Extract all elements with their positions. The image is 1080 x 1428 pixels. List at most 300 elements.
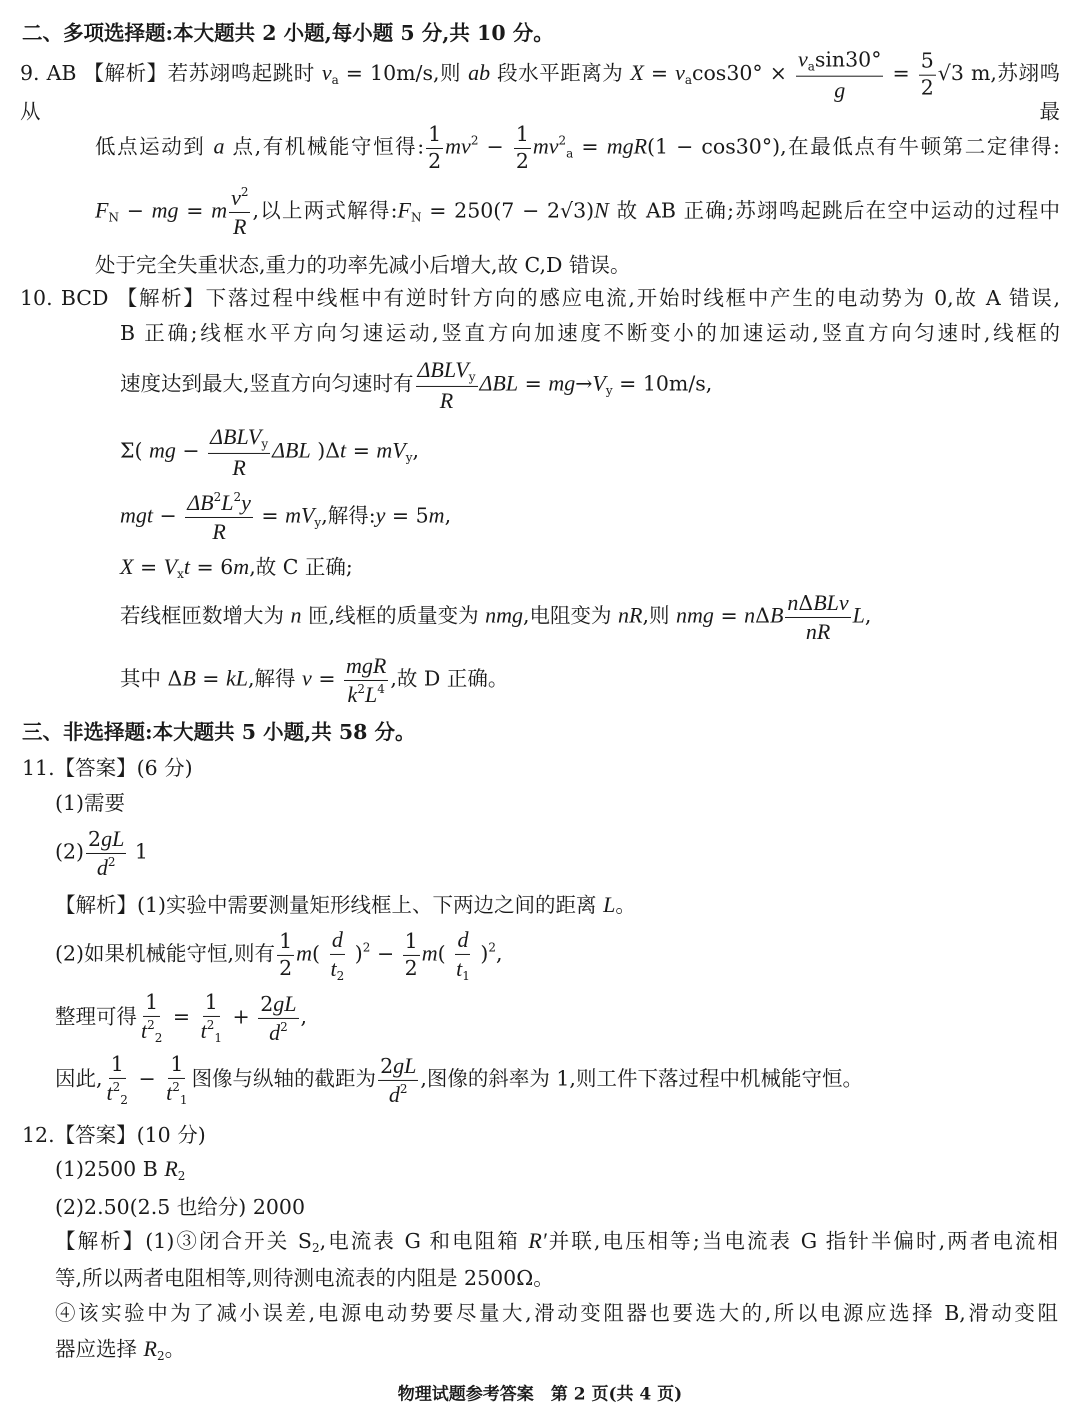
denominator	[346, 681, 387, 707]
denominator	[210, 518, 227, 544]
denominator	[164, 1078, 189, 1106]
text-run: 等,所以两者电阻相等,则待测电流表的内阻是 2500Ω。	[55, 1265, 554, 1290]
math-symbol: mv	[532, 133, 559, 159]
text-run: = 10m/s,	[612, 371, 713, 396]
math-symbol: R	[439, 387, 454, 413]
subscript: y	[314, 515, 322, 530]
text-line	[55, 894, 636, 916]
numerator	[919, 48, 936, 76]
text-run: 2	[428, 148, 442, 173]
text-run: )	[473, 941, 489, 966]
text-run: ,解得:	[321, 503, 376, 528]
math-symbol: L	[603, 892, 616, 917]
math-symbol: L	[364, 681, 378, 707]
fraction	[164, 1051, 189, 1107]
math-symbol: R	[164, 1156, 178, 1181]
fraction	[258, 992, 298, 1044]
text-run: 2	[920, 75, 934, 100]
subscript: 2	[120, 1092, 128, 1107]
supscript: 2	[172, 1079, 180, 1094]
math-symbol: m	[428, 502, 445, 528]
math-symbol: N	[594, 197, 609, 223]
text-run: 1	[110, 1051, 124, 1076]
text-line	[120, 425, 419, 479]
text-run: 【解析】(1)③闭合开关 S	[55, 1229, 312, 1253]
math-symbol: t	[340, 437, 347, 463]
text-run: 故 AB 正确;苏翊鸣起跳后在空中运动的过程中	[608, 198, 1060, 223]
denominator	[231, 213, 248, 239]
text-run: 2	[260, 991, 274, 1016]
math-symbol: B	[182, 665, 196, 691]
math-symbol: R′	[528, 1228, 547, 1253]
math-symbol: m	[296, 940, 312, 966]
numerator	[109, 1051, 126, 1079]
math-symbol: BLv	[813, 589, 849, 615]
text-line	[120, 654, 508, 706]
text-line	[20, 48, 1060, 123]
math-symbol: v	[231, 184, 241, 210]
math-symbol: mV	[285, 502, 315, 528]
math-symbol: nR	[805, 618, 831, 644]
text-run: =	[178, 198, 212, 223]
text-run: 1	[404, 928, 418, 953]
math-symbol: ΔBLV	[417, 356, 469, 382]
math-symbol: gL	[101, 825, 125, 851]
text-run: 11.【答案】(6 分)	[22, 755, 193, 780]
text-line	[120, 591, 871, 643]
text-run: B 正确;线框水平方向匀速运动,竖直方向加速度不断变小的加速运动,竖直方向匀速时,线框的	[120, 320, 1060, 345]
fraction	[86, 827, 126, 879]
supscript: 2	[488, 940, 497, 955]
math-symbol: d	[269, 1019, 281, 1045]
math-symbol: n	[744, 602, 756, 628]
math-symbol: R	[143, 1336, 157, 1361]
text-run: (1 − cos30°),在最低点有牛顿第二定律得:	[647, 134, 1060, 159]
denominator	[514, 149, 531, 173]
numerator	[344, 654, 388, 681]
text-run: =	[643, 61, 676, 86]
fraction	[185, 491, 253, 543]
section-heading	[22, 20, 554, 45]
text-run: 二、多项选择题:本大题共 2 小题,每小题 5 分,共 10 分。	[22, 20, 554, 45]
math-symbol: y	[375, 502, 386, 528]
text-run: ,	[412, 438, 420, 463]
fraction	[229, 186, 250, 238]
math-symbol: ΔB	[187, 489, 214, 515]
math-symbol: R	[232, 454, 246, 480]
math-symbol: X	[630, 60, 644, 86]
text-run: ,以上两式解得:	[252, 198, 398, 223]
supscript: 2	[357, 681, 365, 696]
text-line	[120, 556, 353, 580]
text-run: ,解得	[248, 666, 303, 691]
text-run: −	[131, 1066, 163, 1091]
text-run: 5	[920, 48, 934, 73]
numerator	[455, 928, 470, 955]
text-run: =	[346, 438, 377, 463]
text-run: =	[133, 555, 164, 579]
denominator	[403, 955, 420, 979]
text-run: ,	[444, 503, 452, 528]
text-run: −	[370, 941, 401, 966]
denominator	[804, 618, 832, 644]
text-run: 2	[404, 955, 418, 980]
math-symbol: v	[675, 60, 685, 86]
text-run: =	[195, 666, 226, 691]
text-run: 速度达到最大,竖直方向匀速时有	[120, 371, 414, 396]
fraction	[785, 591, 850, 643]
subscript: 2	[177, 1169, 186, 1183]
text-run: ,电阻变为	[522, 603, 619, 628]
math-symbol: d	[457, 926, 469, 952]
text-run: (2)如果机械能守恒,则有	[55, 941, 276, 966]
subscript: 1	[179, 1092, 188, 1107]
supscript: 2	[399, 1081, 408, 1096]
numerator	[514, 121, 531, 149]
numerator	[277, 928, 294, 956]
text-run: →	[575, 371, 593, 396]
denominator	[199, 1016, 224, 1044]
text-run: =	[166, 1004, 197, 1029]
text-run: 若线框匝数增大为	[120, 603, 291, 628]
supscript: 2	[233, 489, 242, 504]
text-line	[55, 827, 148, 879]
math-symbol: R	[212, 518, 226, 544]
math-symbol: mgt	[120, 502, 153, 528]
text-run: 1	[279, 928, 293, 953]
math-symbol: ΔBL	[479, 370, 519, 396]
text-run: 器应选择	[55, 1337, 144, 1361]
math-symbol: B	[769, 602, 784, 628]
math-symbol: V	[163, 554, 178, 579]
math-symbol: gL	[393, 1052, 417, 1078]
subscript: a	[807, 59, 815, 74]
math-symbol: F	[95, 197, 109, 223]
text-line	[22, 755, 193, 780]
math-symbol: F	[397, 197, 411, 223]
text-run: 9. AB 【解析】若苏翊鸣起跳时	[20, 61, 322, 86]
math-symbol: mgR	[346, 652, 387, 678]
fraction	[919, 48, 936, 100]
math-symbol: R	[233, 213, 247, 239]
subscript: y	[405, 450, 413, 465]
numerator	[785, 591, 850, 618]
numerator	[416, 358, 478, 387]
math-symbol: nR	[618, 602, 643, 628]
fraction	[105, 1051, 130, 1107]
text-line	[55, 790, 126, 815]
text-line	[55, 989, 308, 1045]
math-symbol: V	[592, 370, 606, 396]
math-symbol: nmg	[485, 602, 523, 628]
math-symbol: m	[211, 197, 228, 223]
math-symbol: g	[834, 77, 846, 103]
text-run: ,故 D 正确。	[390, 666, 509, 691]
math-symbol: ΔBL	[272, 437, 311, 463]
fraction	[139, 989, 164, 1045]
denominator	[105, 1078, 130, 1106]
text-run: 三、非选择题:本大题共 5 小题,共 58 分。	[22, 719, 416, 744]
math-symbol: m	[421, 940, 438, 966]
denominator	[919, 75, 936, 99]
subscript: a	[566, 146, 574, 161]
math-symbol: m	[233, 554, 250, 579]
supscript: 2	[107, 854, 116, 869]
math-symbol: n	[290, 602, 302, 628]
text-run: −	[478, 134, 512, 159]
text-line	[55, 1338, 185, 1362]
text-run: 处于完全失重状态,重力的功率先减小后增大,故 C,D 错误。	[95, 252, 631, 277]
numerator	[403, 928, 420, 956]
text-line	[55, 1265, 554, 1290]
math-symbol: nmg	[676, 602, 714, 628]
text-run: 整理可得	[55, 1004, 137, 1029]
text-run: ,电流表 G 和电阻箱	[319, 1229, 529, 1253]
text-run: )	[348, 941, 363, 966]
fraction	[378, 1054, 418, 1106]
text-run: −	[153, 503, 184, 528]
text-line	[55, 1300, 1058, 1325]
text-line	[95, 121, 1060, 173]
text-line	[55, 928, 503, 982]
fraction	[454, 928, 472, 982]
numerator	[185, 491, 253, 518]
numerator	[330, 928, 345, 955]
math-symbol: a	[213, 133, 225, 159]
text-line	[95, 186, 1060, 238]
text-run: −	[175, 438, 207, 463]
supscript: 2	[558, 133, 567, 148]
supscript: 2	[147, 1017, 155, 1032]
math-symbol: d	[96, 854, 108, 880]
text-run: 段水平距离为	[490, 61, 631, 86]
text-run: ,	[496, 941, 503, 966]
text-run: √3 m,苏翊鸣从最	[20, 61, 1060, 124]
math-symbol: k	[347, 681, 358, 707]
subscript: y	[468, 369, 476, 384]
text-run: ,	[864, 603, 872, 628]
math-symbol: mg	[548, 370, 576, 396]
supscript: 2	[240, 184, 249, 199]
subscript: 1	[462, 968, 470, 983]
supscript: 2	[362, 940, 371, 955]
numerator	[258, 992, 298, 1019]
text-line	[20, 285, 1060, 310]
math-symbol: v	[302, 665, 312, 691]
subscript: 2	[336, 968, 345, 983]
text-run: Δ	[755, 603, 770, 628]
text-run: =	[518, 371, 549, 396]
math-symbol: L	[221, 489, 234, 515]
denominator	[438, 387, 455, 413]
math-symbol: t	[456, 955, 463, 981]
subscript: a	[684, 73, 692, 88]
fraction	[426, 121, 443, 173]
math-symbol: mg	[151, 197, 179, 223]
text-run: sin30°	[814, 47, 882, 72]
math-symbol: t	[106, 1079, 113, 1105]
text-run: (1)需要	[55, 790, 126, 815]
text-run: 图像与纵轴的截距为	[191, 1066, 377, 1091]
math-symbol: d	[388, 1081, 400, 1107]
supscript: 2	[206, 1017, 215, 1032]
section-heading	[22, 719, 416, 744]
math-symbol: kL	[226, 665, 248, 691]
text-run: 其中 Δ	[120, 666, 183, 691]
fraction	[403, 928, 420, 980]
math-symbol: t	[166, 1079, 173, 1105]
math-symbol: t	[141, 1017, 148, 1043]
text-run: (	[312, 941, 327, 966]
text-run: +	[226, 1004, 257, 1029]
text-run: 因此,	[55, 1066, 103, 1091]
text-run: = 5	[385, 503, 429, 528]
text-line	[120, 358, 712, 412]
math-symbol: v	[321, 60, 332, 86]
subscript: y	[261, 436, 269, 451]
text-run: (2)	[55, 839, 85, 864]
text-run: (	[437, 941, 453, 966]
text-run: 1	[145, 989, 159, 1014]
math-symbol: mV	[376, 437, 406, 463]
text-line	[55, 1230, 1058, 1254]
text-run: 12.【答案】(10 分)	[22, 1122, 206, 1147]
text-run: ,	[300, 1004, 308, 1029]
fraction	[514, 121, 531, 173]
denominator	[387, 1080, 410, 1106]
denominator	[277, 955, 294, 979]
math-symbol: X	[120, 554, 134, 579]
text-run: Δ	[798, 590, 814, 615]
fraction	[416, 358, 478, 412]
subscript: N	[410, 210, 422, 225]
text-run: 10. BCD 【解析】下落过程中线框中有逆时针方向的感应电流,开始时线框中产生的电动势为 0,故 A 错误,	[20, 285, 1060, 310]
text-line	[120, 320, 1060, 345]
text-run: = 250(7 − 2√3)	[421, 198, 595, 223]
subscript: 2	[311, 1241, 320, 1255]
text-run: )Δ	[310, 438, 341, 463]
math-symbol: t	[330, 955, 337, 981]
math-symbol: n	[787, 589, 799, 615]
denominator	[95, 854, 118, 880]
subscript: N	[108, 210, 119, 225]
text-line	[55, 1158, 185, 1182]
supscript: 2	[112, 1079, 121, 1094]
text-run: = 10m/s,则	[338, 61, 469, 86]
numerator	[203, 989, 220, 1017]
text-run: cos30° ×	[691, 61, 794, 86]
text-run: 。	[615, 893, 636, 917]
text-run: (1)2500 B	[55, 1157, 165, 1181]
text-line	[120, 491, 451, 543]
numerator	[378, 1054, 418, 1081]
math-symbol: v	[797, 46, 808, 72]
denominator	[139, 1016, 164, 1044]
math-symbol: ab	[468, 60, 491, 86]
text-line	[55, 1194, 305, 1219]
numerator	[86, 827, 126, 854]
text-run: = 6	[190, 555, 234, 579]
denominator	[454, 954, 472, 982]
text-run: 1	[170, 1051, 184, 1076]
supscript: 2	[470, 133, 479, 148]
text-run: 低点运动到	[95, 134, 214, 159]
subscript: 2	[154, 1030, 163, 1045]
text-run: =	[885, 61, 917, 86]
text-run: ④该实验中为了减小误差,电源电动势要尽量大,滑动变阻器也要选大的,所以电源应选择 B,滑动变阻	[55, 1300, 1058, 1325]
fraction	[329, 928, 347, 982]
math-symbol: mgR	[606, 133, 648, 159]
text-run: (2)2.50(2.5 也给分) 2000	[55, 1194, 305, 1219]
math-symbol: L	[852, 602, 865, 628]
text-run: 2	[380, 1053, 394, 1078]
text-line	[55, 1051, 863, 1107]
fraction	[796, 48, 884, 102]
text-run: =	[311, 666, 343, 691]
numerator	[208, 425, 270, 454]
numerator	[229, 186, 250, 213]
text-run: 匝,线框的质量变为	[301, 603, 486, 628]
math-symbol: t	[183, 554, 191, 579]
denominator	[230, 454, 247, 480]
text-run: ,则	[642, 603, 677, 628]
text-run: =	[573, 134, 607, 159]
denominator	[329, 954, 347, 982]
numerator	[168, 1051, 185, 1079]
text-run: 1	[128, 839, 148, 864]
text-line	[22, 1122, 206, 1147]
numerator	[143, 989, 160, 1017]
supscript: 2	[280, 1019, 288, 1034]
text-run: 并联,电压相等;当电流表 G 指针半偏时,两者电流相	[546, 1229, 1058, 1253]
math-symbol: gL	[273, 990, 297, 1016]
text-run: 2	[88, 826, 102, 851]
text-run: ,图像的斜率为 1,则工件下落过程中机械能守恒。	[420, 1066, 863, 1091]
math-symbol: d	[331, 926, 343, 952]
supscript: 2	[213, 489, 222, 504]
denominator	[267, 1018, 290, 1044]
fraction	[277, 928, 294, 980]
subscript: 2	[156, 1349, 165, 1363]
subscript: a	[331, 73, 339, 88]
math-symbol: ΔBLV	[210, 423, 262, 449]
text-run: 。	[164, 1337, 186, 1361]
subscript: y	[605, 383, 613, 398]
text-run: =	[713, 603, 745, 628]
text-run: 2	[279, 955, 293, 980]
numerator	[796, 48, 884, 77]
text-run: =	[254, 503, 286, 528]
text-run: 1	[428, 121, 442, 146]
denominator	[426, 149, 443, 173]
supscript: 4	[377, 681, 385, 696]
text-run: −	[118, 198, 152, 223]
text-run: 点,有机械能守恒得:	[224, 134, 425, 159]
math-symbol: y	[241, 489, 251, 515]
fraction	[208, 425, 270, 479]
text-run: ,故 C 正确;	[249, 555, 353, 579]
subscript: 1	[214, 1030, 223, 1045]
math-symbol: t	[200, 1017, 207, 1043]
fraction	[344, 654, 388, 706]
text-run: Σ(	[120, 438, 150, 463]
text-run: 【解析】(1)实验中需要测量矩形线框上、下两边之间的距离	[55, 893, 604, 917]
text-run: 1	[204, 989, 218, 1014]
subscript: x	[177, 567, 184, 581]
math-symbol: mg	[149, 437, 176, 463]
numerator	[426, 121, 443, 149]
fraction	[199, 989, 224, 1045]
